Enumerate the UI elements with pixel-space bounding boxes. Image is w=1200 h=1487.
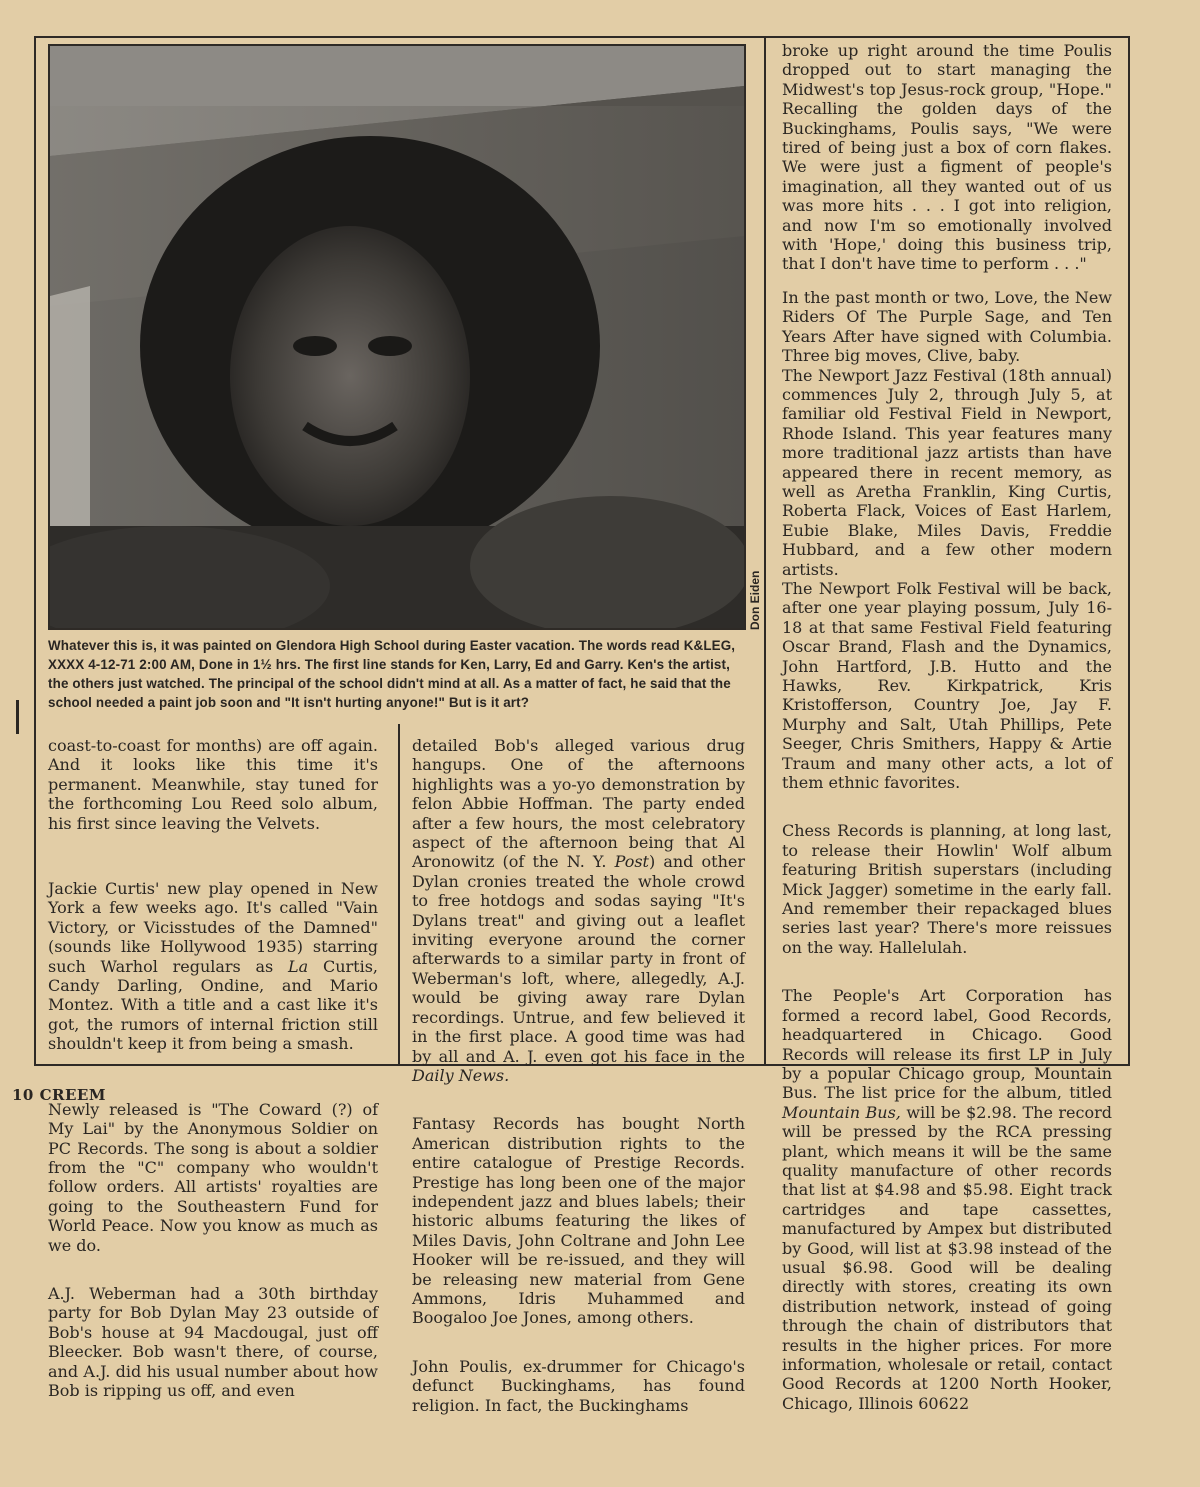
column-1 bbox=[48, 736, 378, 1400]
party-text-b: ) and other Dylan cronies treated the whole crowd to free hotdogs and sodas saying "It's Dylans treat" and giving out a leaflet inviting everyone around the corner afterwards to a similar party in front of Weberman's loft, where, allegedly, A.J. would be giving away rare Dylan recordings. Untrue, and few believed it in the first place. A good time was had by all and A. J. even got his face in the bbox=[412, 852, 745, 1066]
column-rule-2 bbox=[764, 38, 766, 1064]
paragraph-reed: coast-to-coast for months) are off again. And it looks like this time it's permanent. Meanwhile, stay tuned for the forthcoming Lou Reed solo album, his first since leaving the Velvets. bbox=[48, 736, 378, 833]
party-text-em2: Daily News. bbox=[412, 1065, 510, 1085]
good-text-a: The People's Art Corporation has formed a record label, Good Records, headquartered in Chicago. Good Records will release its first LP in July by a popular Chicago group, Mountain Bus. The list price for the album, titled bbox=[782, 986, 1112, 1103]
good-text-b: will be $2.98. The record will be pressed by the RCA pressing plant, which means it will be the same quality manufacture of other records that list at $4.98 and $5.98. Eight track cartridges and tape cassettes, manufactured by Ampex but distributed by Good, will list at $3.98 instead of the usual $6.98. Good will be dealing directly with stores, creating its own distribution network, instead of going through the chain of distributors that results in the higher prices. For more information, wholesale or retail, contact Good Records at 1200 North Hooker, Chicago, Illinois 60622 bbox=[782, 1102, 1113, 1413]
paragraph-curtis bbox=[48, 879, 378, 1054]
paragraph-coward: Newly released is "The Coward (?) of My Lai" by the Anonymous Soldier on PC Records. The song is about a soldier from the "C" company who wouldn't follow orders. All artists' royalties are going to the Southeastern Fund for World Peace. Now you know as much as we do. bbox=[48, 1099, 378, 1255]
mural-photo-image bbox=[50, 46, 744, 628]
party-text-a: detailed Bob's alleged various drug hangups. One of the afternoons highlights was a yo-yo demonstration by felon Abbie Hoffman. The party ended after a few hours, the most celebratory aspect of the afternoon being that Al Aronowitz (of the N. Y. bbox=[412, 736, 745, 872]
paragraph-weberman: A.J. Weberman had a 30th birthday party for Bob Dylan May 23 outside of Bob's house at 94 Macdougal, just off Bleecker. Bob wasn't there, of course, and A.J. did his usual number about how Bob is ripping us off, and even bbox=[48, 1283, 378, 1400]
margin-mark bbox=[16, 700, 19, 734]
paragraph-jazz-festival: The Newport Jazz Festival (18th annual) commences July 2, through July 5, at familiar old Festival Field in Newport, Rhode Island. This year features many more traditional jazz artists than have appeared there in recent memory, as well as Aretha Franklin, King Curtis, Roberta Flack, Voices of East Harlem, Eubie Blake, Miles Davis, Freddie Hubbard, and a few other modern artists. bbox=[782, 365, 1112, 579]
party-text-em: Post bbox=[614, 852, 649, 872]
paragraph-chess: Chess Records is planning, at long last, to release their Howlin' Wolf album featuring British superstars (including Mick Jagger) sometime in the early fall. And remember their repackaged blues series last year? There's more reissues on the way. Hallelulah. bbox=[782, 821, 1112, 957]
paragraph-poulis: John Poulis, ex-drummer for Chicago's defunct Buckinghams, has found religion. In fact, the Buckinghams bbox=[412, 1356, 745, 1415]
paragraph-columbia: In the past month or two, Love, the New Riders Of The Purple Sage, and Ten Years After have signed with Columbia. Three big moves, Clive, baby. bbox=[782, 287, 1112, 366]
curtis-text-b: Curtis, Candy Darling, Ondine, and Mario Montez. With a title and a cast like it's got, the rumors of internal friction still shouldn't keep it from being a smash. bbox=[48, 956, 378, 1054]
paragraph-fantasy: Fantasy Records has bought North American distribution rights to the entire catalogue of Prestige Records. Prestige has long been one of the major independent jazz and blues labels; their historic albums featuring the likes of Miles Davis, John Coltrane and John Lee Hooker will be re-issued, and they will be releasing new material from Gene Ammons, Idris Muhammed and Boogaloo Joe Jones, among others. bbox=[412, 1114, 745, 1328]
page-folio: 10 CREEM bbox=[12, 1086, 106, 1104]
curtis-text-em: La bbox=[288, 956, 309, 976]
curtis-text-a: Jackie Curtis' new play opened in New York a few weeks ago. It's called "Vain Victory, or Vicisstudes of the Damned" (sounds like Hollywood 1935) starring such Warhol regulars as bbox=[48, 879, 378, 976]
paragraph-hope: broke up right around the time Poulis dropped out to start managing the Midwest's top Jesus-rock group, "Hope." Recalling the golden days of the Buckinghams, Poulis says, "We were tired of being just a box of corn flakes. We were just a figment of people's imagination, all they wanted out of us was more hits . . . I got into religion, and now I'm so emotionally involved with 'Hope,' doing this business trip, that I don't have time to perform . . ." bbox=[782, 41, 1112, 274]
paragraph-dylan-party bbox=[412, 736, 745, 1085]
paragraph-good-records bbox=[782, 986, 1112, 1413]
paragraph-folk-festival: The Newport Folk Festival will be back, after one year playing possum, July 16-18 at that same Festival Field featuring Oscar Brand, Flash and the Dynamics, John Hartford, J.B. Hutto and the Hawks, Rev. Kirkpatrick, Kris Kristofferson, Country Joe, Jay F. Murphy and Salt, Utah Phillips, Pete Seeger, Chris Smithers, Happy & Artie Traum and many other acts, a lot of them ethnic favorites. bbox=[782, 578, 1112, 793]
column-2 bbox=[412, 736, 745, 1415]
column-3 bbox=[782, 41, 1112, 1413]
good-text-em: Mountain Bus, bbox=[782, 1102, 901, 1122]
photo-caption: Whatever this is, it was painted on Glendora High School during Easter vacation. The words read K&LEG, XXXX 4-12-71 2:00 AM, Done in 1½ hrs. The first line stands for Ken, Larry, Ed and Garry. Ken's the artist, the others just watched. The principal of the school didn't mind at all. As a matter of fact, he said that the school needed a paint job soon and "It isn't hurting anyone!" But is it art? bbox=[48, 638, 736, 710]
mural-photo bbox=[48, 44, 746, 630]
column-rule-1 bbox=[398, 724, 400, 1064]
photo-credit: Don Eiden bbox=[748, 570, 762, 630]
